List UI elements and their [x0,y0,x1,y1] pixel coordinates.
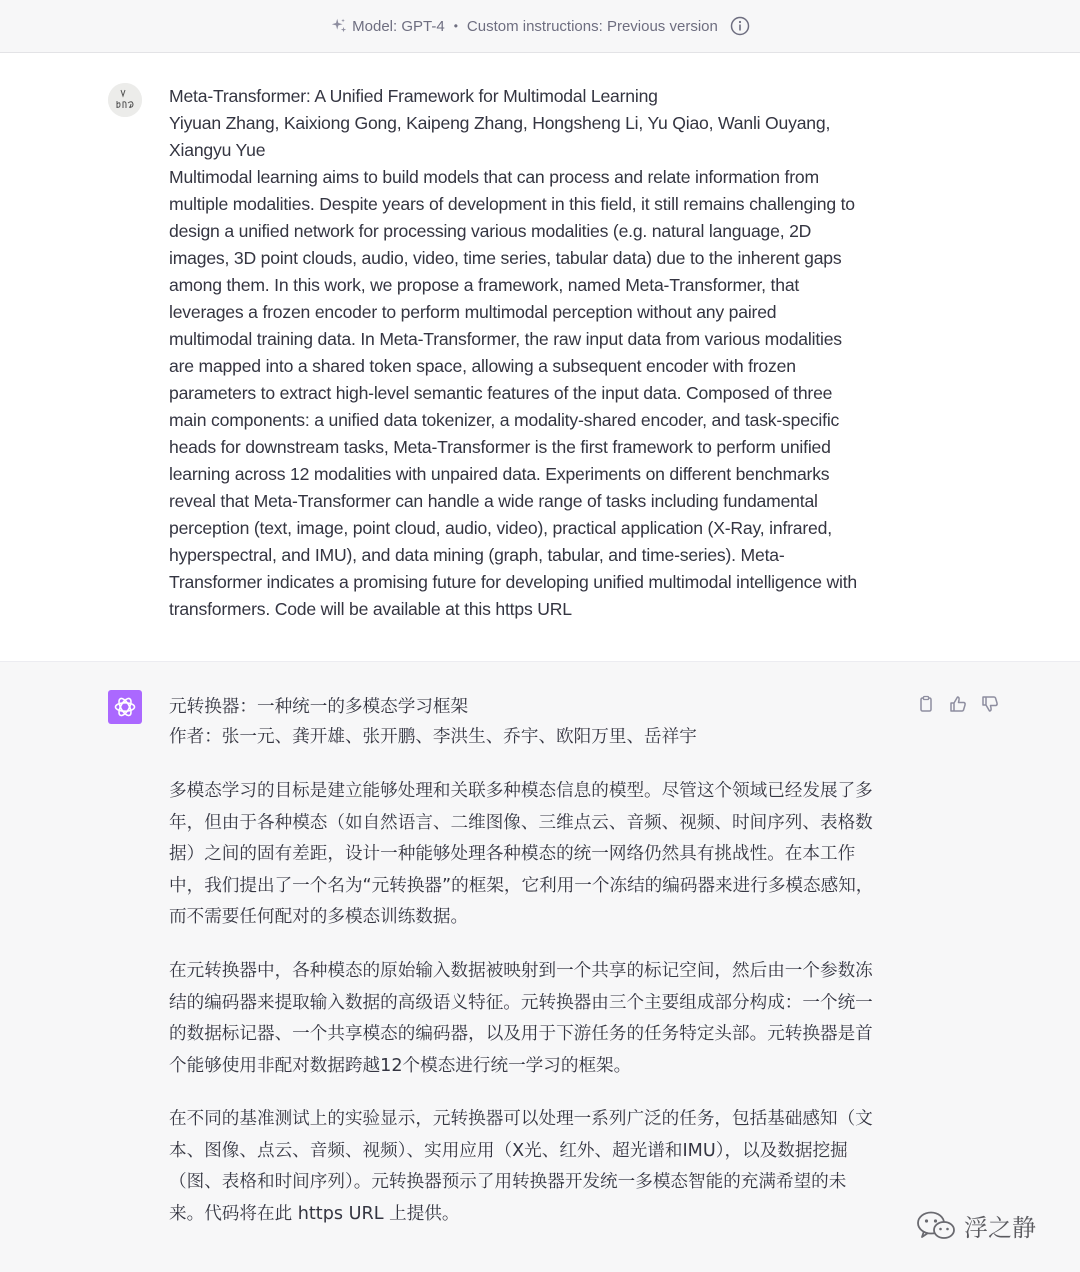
assistant-text-line: 本、图像、点云、音频、视频）、实用应用（X光、红外、超光谱和IMU），以及数据挖掘 [169,1140,848,1161]
openai-logo-icon [112,694,138,720]
user-text-line: learning across 12 modalities with unpaired data. Experiments on different benchmarks [169,464,830,484]
assistant-message [0,662,1080,1272]
wechat-icon [916,1209,956,1243]
message-actions [916,694,1000,714]
assistant-text-line: 而不需要任何配对的多模态训练数据。 [169,907,469,927]
assistant-text-line: 年，但由于各种模态（如自然语言、二维图像、三维点云、音频、视频、时间序列、表格数 [169,812,873,833]
user-text-line: Transformer indicates a promising future for developing unified multimodal intelligence with [169,572,857,592]
wechat-watermark [916,1208,1036,1243]
user-text-line: Xiangyu Yue [169,140,266,160]
watermark-text: 浮之静 [964,1214,1036,1242]
user-avatar-drawing [108,83,142,117]
assistant-title-line: 元转换器：一种统一的多模态学习框架 [169,697,469,717]
user-text-line: reveal that Meta-Transformer can handle a wide range of tasks including fundamental [169,491,818,511]
assistant-text-line: 多模态学习的目标是建立能够处理和关联多种模态信息的模型。尽管这个领域已经发展了多 [169,781,873,801]
user-text-line: heads for downstream tasks, Meta-Transformer is the first framework to perform unified [169,437,831,457]
assistant-paragraph-1 [169,776,909,934]
user-text-line: Yiyuan Zhang, Kaixiong Gong, Kaipeng Zhang, Hongsheng Li, Yu Qiao, Wanli Ouyang, [169,113,831,133]
assistant-text-line: 个能够使用非配对数据跨越12个模态进行统一学习的框架。 [169,1055,632,1076]
custom-instructions-label[interactable]: Custom instructions: Previous version [466,17,718,35]
assistant-authors-line: 作者：张一元、龚开雄、张开鹏、李洪生、乔宇、欧阳万里、岳祥宇 [169,727,697,747]
assistant-text-line: 中，我们提出了一个名为“元转换器”的框架，它利用一个冻结的编码器来进行多模态感知， [169,875,874,896]
user-text-line: multimodal training data. In Meta-Transformer, the raw input data from various modalities [169,329,842,349]
assistant-text-line: 的数据标记器、一个共享模态的编码器，以及用于下游任务的任务特定头部。元转换器是首 [169,1024,873,1044]
user-text-line: main components: a unified data tokenizer, a modality-shared encoder, and task-specific [169,410,840,430]
user-text-line: images, 3D point clouds, audio, video, time series, tabular data) due to the inherent gaps [169,248,842,268]
user-message-text [169,83,909,623]
user-text-line: transformers. Code will be available at this https URL [169,599,572,619]
user-avatar [108,83,142,117]
separator: • [453,19,458,33]
paper-title-line: Meta-Transformer: A Unified Framework for Multimodal Learning [169,86,658,106]
assistant-text-line: 据）之间的固有差距，设计一种能够处理各种模态的统一网络仍然具有挑战性。在本工作 [169,844,856,864]
assistant-text-line: 在不同的基准测试上的实验显示，元转换器可以处理一系列广泛的任务，包括基础感知（文 [169,1109,873,1129]
copy-icon[interactable] [916,694,936,714]
info-icon[interactable] [730,16,750,36]
assistant-paragraph-3 [169,1104,909,1230]
assistant-text-line: 来。代码将在此 https URL 上提供。 [169,1203,460,1224]
user-text-line: multiple modalities. Despite years of development in this field, it still remains challenging to [169,194,855,214]
assistant-title [169,692,909,752]
assistant-paragraph-2 [169,956,909,1082]
assistant-text-line: 结的编码器来提取输入数据的高级语义特征。元转换器由三个主要组成部分构成：一个统一 [169,992,873,1013]
assistant-text-line: 在元转换器中，各种模态的原始输入数据被映射到一个共享的标记空间，然后由一个参数冻 [169,961,873,981]
user-message [0,53,1080,662]
user-text-line: perception (text, image, point cloud, audio, video), practical application (X-Ray, infrared, [169,518,832,538]
model-header [0,0,1080,53]
user-text-line: among them. In this work, we propose a framework, named Meta-Transformer, that [169,275,800,295]
assistant-text-line: （图、表格和时间序列）。元转换器预示了用转换器开发统一多模态智能的充满希望的未 [169,1172,847,1192]
user-text-line: are mapped into a shared token space, allowing a subsequent encoder with frozen [169,356,796,376]
user-text-line: design a unified network for processing various modalities (e.g. natural language, 2D [169,221,812,241]
thumbs-down-icon[interactable] [980,694,1000,714]
sparkle-icon [330,17,348,35]
user-text-line: parameters to extract high-level semantic features of the input data. Composed of three [169,383,833,403]
user-text-line: leverages a frozen encoder to perform multimodal perception without any paired [169,302,777,322]
model-label: Model: GPT-4 [352,17,445,35]
user-text-line: hyperspectral, and IMU), and data mining (graph, tabular, and time-series). Meta- [169,545,785,565]
thumbs-up-icon[interactable] [948,694,968,714]
assistant-avatar [108,690,142,724]
user-text-line: Multimodal learning aims to build models that can process and relate information from [169,167,819,187]
